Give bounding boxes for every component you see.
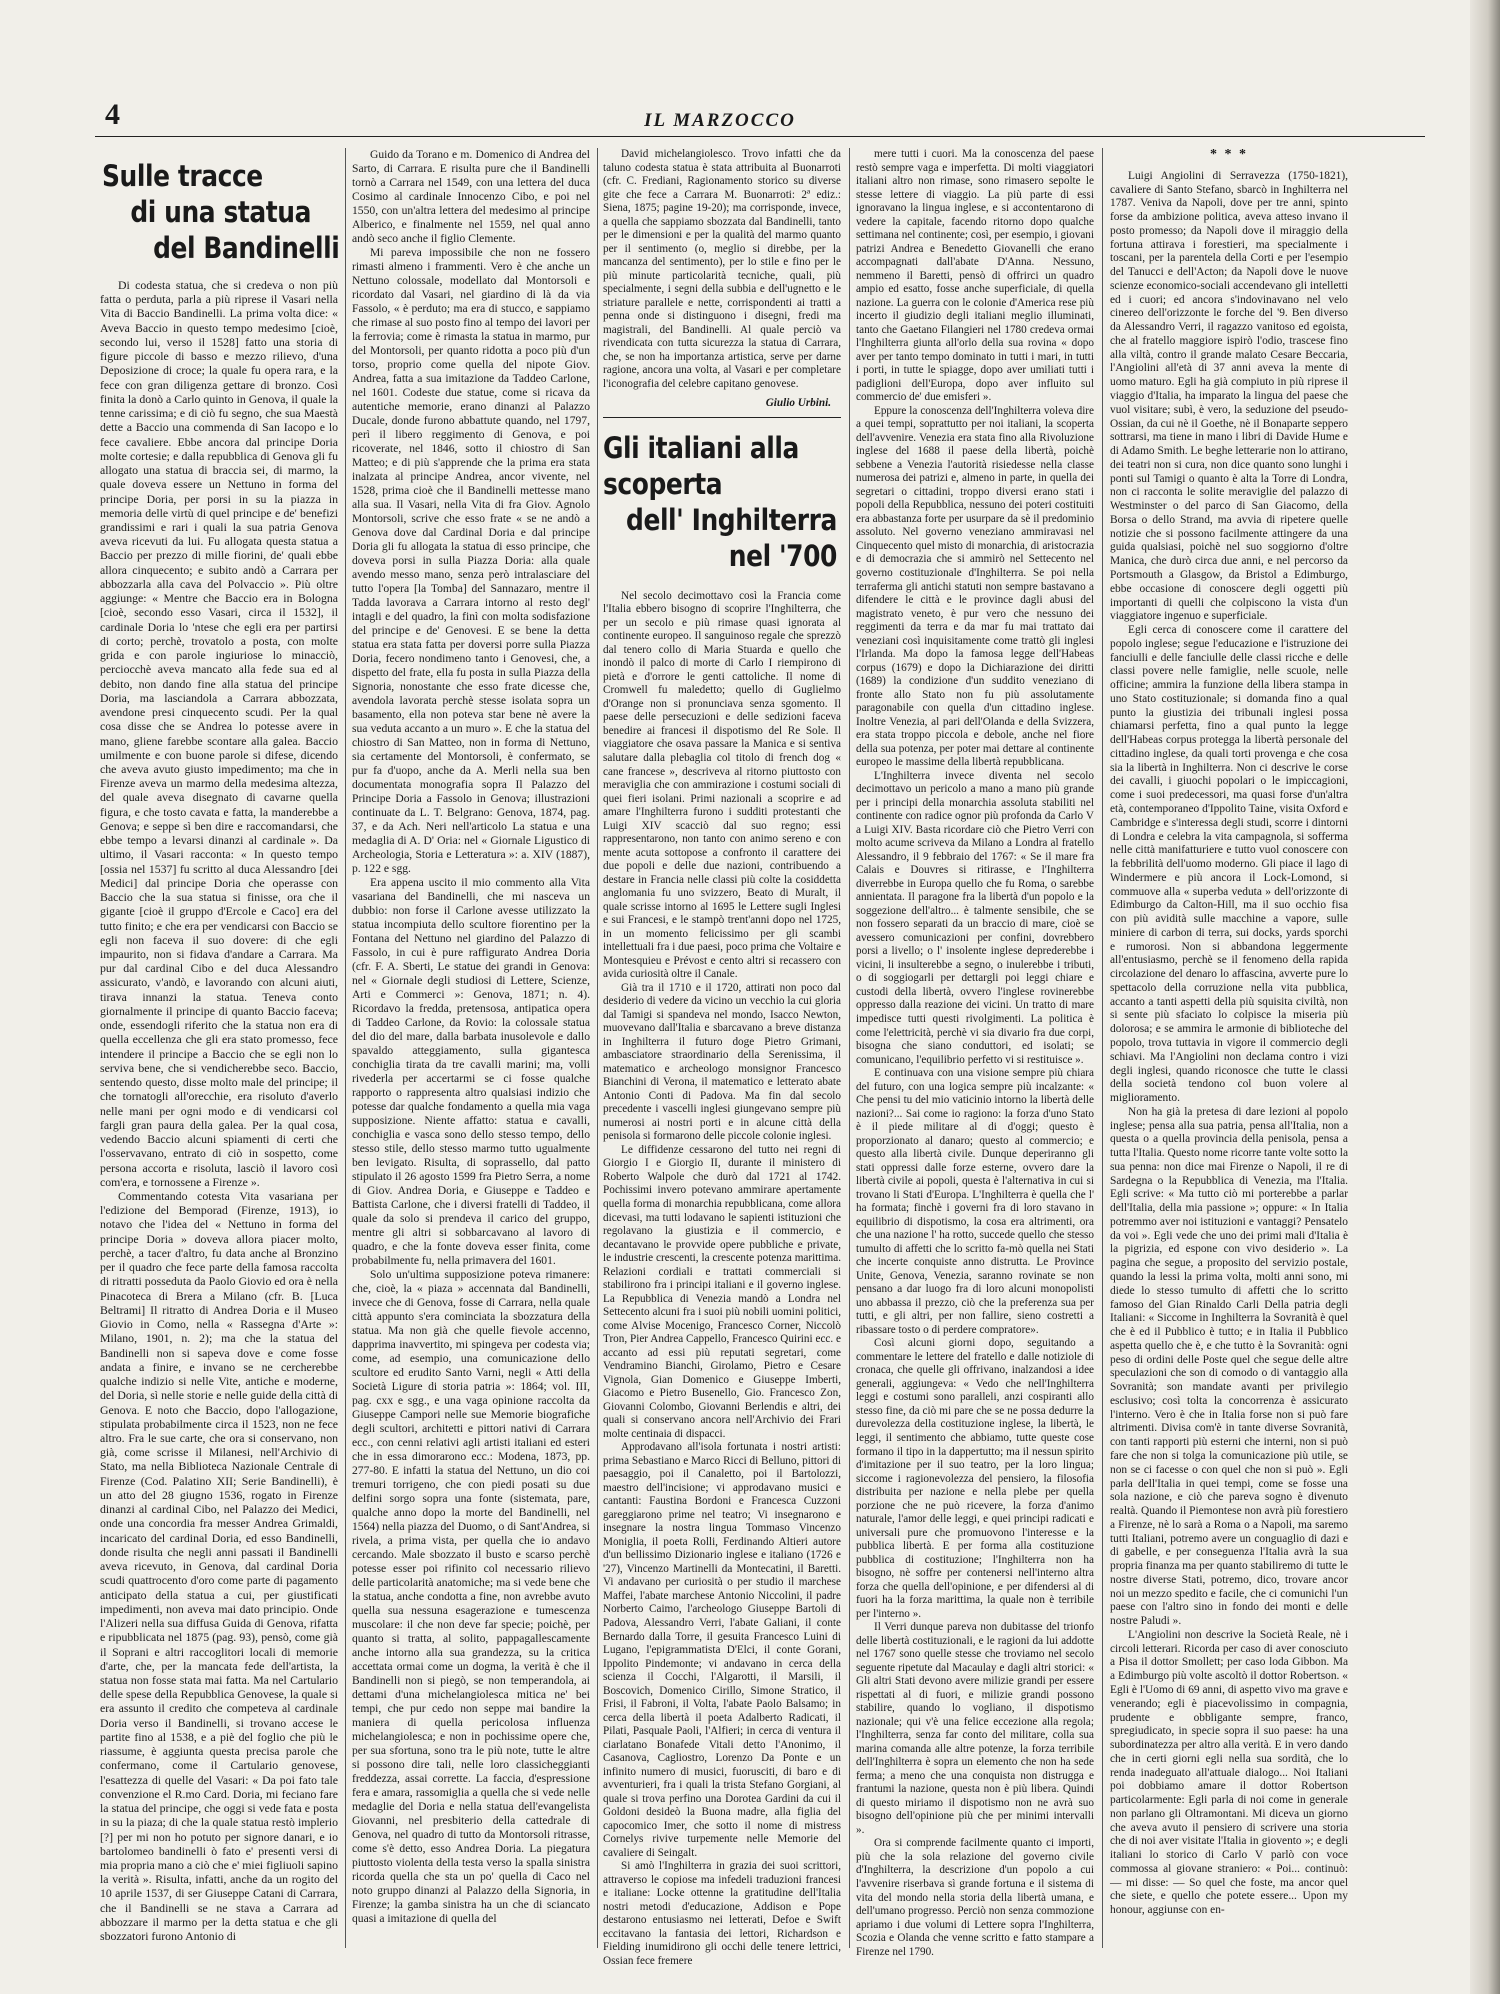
- article2-paragraph: Così alcuni giorni dopo, seguitando a commentare le lettere del fratello e dalle notiziole di cronaca, che quelle gli offrivano, inalzandosi a idee generali, aggiungeva: « Vedo che nell'Inghilterra leggi e costumi sono paralleli, anzi cospiranti allo stesso fine, da ciò mi pare che se ne possa dedurre la durevolezza della costituzione inglese, la libertà, le leggi, il sentimento che abbiamo, tutte queste cose formano il tipo in la dappertutto; ma il nessun spirito d'imitazione per il suo teatro, per la loro lingua; siccome i ragionevolezza del pensiero, la filosofia distribuita per nazione e nella plebe per quella porzione che ne può ricevere, la forza d'animo naturale, l'amor delle leggi, e quei principi radicati e universali pure che promuovono l'interesse e la pubblica libertà. E per forma alla costituzione pubblica di costituzione; l'Inghilterra non ha bisogno, nè soffre per contenersi nell'interno altra forza che quella dell'opinione, e per difendersi al di fuori ha la forza marittima, la quale non è terribile per l'interno ».: [856, 1337, 1094, 1620]
- article2-paragraph: Eppure la conoscenza dell'Inghilterra voleva dire a quei tempi, soprattutto per noi italiani, la scoperta dell'avvenire. Venezia era stata fino alla Rivoluzione inglese del 1688 il paese della libertà, poichè sebbene a Venezia l'autorità risiedesse nella classe numerosa dei patrizi e, almeno in parte, in quella dei segretari o cittadini, troppo diversi erano stati i popoli della Repubblica, nessuno dei poteri costituiti era abbastanza forte per usurpare da sè il predominio assoluto. Nel governo veneziano ammiravasi nel Cinquecento quel misto di monarchia, di aristocrazia e di democrazia che si ammirò nel Settecento nel governo costituzionale d'Inghilterra. Se poi nella terraferma gli antichi statuti non sempre bastavano a difendere le città e le province dagli abusi del magistrato veneto, è pur vero che nessuno dei reggimenti da terra e da mar fu mai trattato dai veneziani così inquisitamente come trattò gli inglesi l'Irlanda. Ma dopo la famosa legge dell'Habeas corpus (1679) e dopo la Dichiarazione dei diritti (1689) la condizione d'un suddito veneziano di fronte allo Stato non fu più assolutamente paragonabile con quella d'un cittadino inglese. Inoltre Venezia, al pari dell'Olanda e della Svizzera, era stata troppo piccola e debole, anche nel fiore della sua potenza, per poter mai dettare al continente europeo le massime della libertà repubblicana.: [856, 404, 1094, 769]
- article1-headline-line1: Sulle tracce: [102, 159, 263, 193]
- column-divider: [345, 148, 346, 1948]
- article2-paragraph: mere tutti i cuori. Ma la conoscenza del paese restò sempre vaga e imperfetta. Di molti viaggiatori italiani altro non rimase, sono rimasero sepolte le stesse lettere di viaggio. La più parte di essi ignoravano la lingua inglese, e si accontentarono di vedere la capitale, facendo ritorno dopo qualche settimana nel continente; così, per esempio, i giovani patrizi Andrea e Benedetto Giovanelli che erano accompagnati dall'abate D'Anna. Nessuno, nemmeno il Baretti, pensò di offrirci un quadro ampio ed esatto, fosse anche superficiale, di quella nazione. La guerra con le colonie d'America rese più incerto il giudizio degli italiani meglio illuminati, tanto che Gaetano Filangieri nel 1780 credeva ormai l'Inghilterra giunta all'orlo della sua rovina « dopo aver per tanto tempo dominato in tutti i mari, in tutti i porti, in tutte le spiagge, dopo aver umiliati tutti i padiglioni dell'Europa, dopo aver influito sul commercio de' due emisferi ».: [856, 148, 1094, 404]
- masthead: IL MARZOCCO: [644, 110, 796, 131]
- column-5: [1110, 148, 1348, 1918]
- article2-headline-line1: Gli italiani alla scoperta: [603, 430, 799, 501]
- article2-paragraph: L'Inghilterra invece diventa nel secolo decimottavo un pericolo a mano a mano più grande per i principi della monarchia assoluta stabiliti nel continente con radice ognor più profonda da Carlo V a Luigi XIV. Basta ricordare ciò che Pietro Verri con molto acume scriveva da Milano a Londra al fratello Alessandro, il 9 febbraio del 1767: « Se il mare fra Calais e Douvres si ritirasse, e l'Inghilterra diverrebbe in Europa quello che fu Roma, o sarebbe annientata. Il paragone fra la libertà d'un popolo e la soggezione dell'altro... è talmente sensibile, che se non fossero separati da un braccio di mare, cioè se avessero comunicazioni per confini, dovrebbero porsi a livello; o l' insolente inglese deprederebbe i vicini, li insulterebbe a segno, o inulerebbe i tributi, o di soggiogarli per dettargli poi leggi chiare e custodi della libertà, ovvero l'inglese rovinerebbe oppresso dalla reazione dei vicini. Un tratto di mare impedisce tutti questi rivolgimenti. La politica è come l'elettricità, perchè vi sia divario fra due corpi, bisogna che siano conduttori, ed isolati; se comunicano, l'equilibrio perfetto vi si restituisce ».: [856, 769, 1094, 1066]
- article2-paragraph: L'Angiolini non descrive la Società Reale, nè i circoli letterari. Ricorda per caso di aver conosciuto a Pisa il dottor Smollett; per caso loda Gibbon. Ma a Edimburgo più volte ascoltò il dottor Robertson. « Egli è l'Uomo di 69 anni, di aspetto vivo ma grave e venerando; egli è piacevolissimo in compagnia, prudente e obbligante sempre, franco, spregiudicato, in specie sopra il suo paese: ha una subordinatezza per altro alla verità. E in vero dando che in certi giorni egli nella sua sordità, che lo renda inadeguato all'attuale dialogo... Noi Italiani poi dobbiamo amare il dottor Robertson particolarmente: Egli parla di noi come in generale non parlano gli Oltramontani. Mi diceva un giorno che aveva avuto il pensiero di scrivere una storia che di noi aver visitate l'Italia in giovento »; e degli italiani lo storico di Carlo V parlò con voce commossa al giovane straniero: « Poi... continuò: — mi disse: — So quel che foste, ma ancor quel che siete, e quello che potete essere... Upon my honour, aggiunse con en-: [1110, 1628, 1348, 1917]
- article2-paragraph: Approdavano all'isola fortunata i nostri artisti: prima Sebastiano e Marco Ricci di Belluno, pittori di paesaggio, poi il Canaletto, poi il Bartolozzi, maestro dell'incisione; vi approdavano musici e cantanti: Faustina Bordoni e Francesca Cuzzoni gareggiarono prime nel teatro; Vi insegnarono e insegnare la nostra lingua Tommaso Vincenzo Moniglia, il poeta Rolli, Ferdinando Altieri autore d'un bellissimo Dizionario inglese e italiano (1726 e '27), Vincenzo Martinelli da Montecatini, il Baretti. Vi andavano per curiosità o per studio il marchese Maffei, l'abate marchese Antonio Niccolini, il padre Norberto Caimo, l'archeologo Giuseppe Bartoli di Padova, Alessandro Verri, l'abate Galiani, il conte Bernardo dalla Torre, il gesuita Francesco Luini di Lugano, l'epigrammatista D'Elci, il conte Gorani, Ippolito Pindemonte; vi andavano in cerca della scienza il Cocchi, l'Algarotti, il Marsili, il Boscovich, Domenico Cirillo, Simone Stratico, il Frisi, il Fabroni, il Volta, l'abate Paolo Balsamo; in cerca della libertà il poeta Adalberto Radicati, il Pilati, Pasquale Paoli, l'Alfieri; in cerca di ventura il ciarlatano Bonafede Vitali detto l'Anonimo, il Casanova, Cagliostro, Lorenzo Da Ponte e un infinito numero di musici, fuorusciti, di baro e di avventurieri, fra i quali la trista Stefano Gorgiani, al quale si trova perfino una Dorotea Gardini da cui il Goldoni desideò la Buona madre, alla figlia del capocomico Imer, che sotto il nome di mistress Cornelys rivive turpemente nelle Memorie del cavaliere di Seingalt.: [603, 1441, 841, 1859]
- article2-paragraph: E continuava con una visione sempre più chiara del futuro, con una logica sempre più incalzante: « Che pensi tu del mio vaticinio intorno la libertà delle nazioni?... Sai come io ragiono: la forza d'uno Stato è il piede militare al di d'oggi; questo è proporzionato al danaro; questo al commercio; e questo alla libertà civile. Dunque deperiranno gli stati oppressi dalle forze esterne, ovvero dare la libertà civile ai popoli, questa è l'alternativa in cui si trovano li Stati d'Europa. L'Inghilterra è quella che l' ha formata; finchè i governi fra di loro stavano in equilibrio di dispotismo, la cosa era altrimenti, ora che una nazione l' ha rotto, succede quello che stesso tumulto di affetti che lo scritto fa-mò quella nei Stati che incerte conquiste anno distrutta. Le Province Unite, Genova, Venezia, saranno rovinate se non pensano a dar luogo fra di loro alcuni monopolisti uno abbassa il prezzo, ciò che la preferenza sua per tutti, e gli altri, per non fallire, sieno costretti a ribassare tosto o di perdere compratore».: [856, 1067, 1094, 1336]
- article1-paragraph: Era appena uscito il mio commento alla Vita vasariana del Bandinelli, che mi nasceva un dubbio: non forse il Carlone avesse utilizzato la statua incompiuta dello scultore fiorentino per la Fontana del Nettuno nel giardino del Palazzo di Fassolo, in cui è pure raffigurato Andrea Doria (cfr. F. A. Sberti, Le statue dei grandi in Genova: nel « Giornale degli studiosi di Lettere, Scienze, Arti e Commerci »: Genova, 1871; n. 4). Ricordavo la fredda, pretensosa, antipatica opera di Taddeo Carlone, da Rovio: la colossale statua del dio del mare, dalla barbata inusolevole e dallo spavaldo atteggiamento, sulla gigantesca conchiglia tirata da tre cavalli marini; ma, volli rivederla per accertarmi se ci fosse qualche rapporto o rappresenta altro qualsiasi indizio che potesse dar qualche fondamento a quella mia vaga supposizione. Niente affatto: statua e cavalli, conchiglia e vasca sono dello stesso tempo, dello stesso stile, dello stesso marmo tutto ugualmente ben levigato. Risulta, di soprassello, dal patto stipulato il 26 agosto 1599 fra Pietro Serra, a nome di Giov. Andrea Doria, e Giuseppe e Taddeo e Battista Carlone, che i diversi fratelli di Taddeo, il quale da solo si prendeva il carico del gruppo, mentre gli altri si sobbarcavano al lavoro di quadro, e che la fonte doveva esser finita, come probabilmente fu, nella primavera del 1601.: [352, 876, 590, 1267]
- column-1: [100, 158, 338, 1943]
- top-rule: [95, 136, 1425, 137]
- page-number: 4: [105, 98, 120, 131]
- article2-headline-line2: dell' Inghilterra nel '700: [626, 502, 837, 573]
- page-edge: [1470, 0, 1500, 1994]
- column-3: [603, 148, 841, 1968]
- article2-paragraph: Luigi Angiolini di Serravezza (1750-1821), cavaliere di Santo Stefano, sbarcò in Inghilterra nel 1787. Veniva da Napoli, dove per tre anni, spinto forse da ambizione politica, aveva atteso invano il posto promesso; da Napoli dove il miraggio della fortuna attirava i forestieri, ma specialmente i toscani, per la parentela della Corti e per l'esempio del Tanucci e dell'Acton; da Napoli dove le nuove scienze economico-sociali accendevano gli intelletti ed i cuori; ed ancora s'indovinavano nel velo cinereo dell'orizzonte le forche del '9. Ben diverso da Alessandro Verri, il ragazzo vanitoso ed egoista, che al fratello maggiore ispirò l'odio, trascese fino alla viltà, contro il grande malato Cesare Beccaria, l'Angiolini all'età di 37 anni aveva la mente di uomo maturo. Egli ha già compiuto in più riprese il viaggio d'Italia, ha imparato la lingua del paese che vuol visitare; subì, è vero, la seduzione del pseudo-Ossian, da cui nè il Goethe, nè il Bonaparte seppero sottrarsi, ma tiene in mano i libri di Davide Hume e di Adamo Smith. Le beghe letterarie non lo attirano, dei teatri non si cura, non dice quanto sono lunghi i ponti sul Tamigi o quanto è alta la Torre di Londra, non ci racconta le solite meraviglie del palazzo di Westminster o del parco di San Giacomo, della Borsa o dello Strand, ma avvia di ripetere quelle notizie che si possono facilmente attingere da una guida qualsiasi, poichè nel suo soggiorno d'oltre Manica, che durò circa due anni, e nel percorso da Portsmouth a Glasgow, da Bristol a Edimburgo, ebbe occasione di conoscere degli oggetti più importanti di quelli che colpiscono la vista d'un viaggiatore ingenuo e superficiale.: [1110, 169, 1348, 623]
- column-divider: [597, 148, 598, 1948]
- column-divider: [1102, 148, 1103, 1948]
- article1-headline-line2: di una statua: [130, 195, 311, 229]
- article2-paragraph: Il Verri dunque pareva non dubitasse del trionfo delle libertà costituzionali, e le ragioni da lui addotte nel 1767 sono quelle stesse che troviamo nel secolo seguente ripetute dal Macaulay e dagli altri storici: « Gli altri Stati devono avere milizie grandi per essere rispettati al di fuori, e milizie grandi possono stabilire, quando lo vogliano, il dispotismo nazionale; qui v'è una felice eccezione alla regola; l'Inghilterra, senza far conto del militare, colla sua marina comanda alle altre potenze, la forza terribile dell'Inghilterra è sopra un elemento che non ha sede ferma; a meno che una conquista non distrugga e frantumi la nazione, questa non è più libera. Quindi di questo miriamo il dispotismo non ne avrà suo bisogno dell'opinione più che per minimi intervalli ».: [856, 1621, 1094, 1836]
- section-stars: * * *: [1210, 147, 1248, 162]
- column-2: [352, 148, 590, 1926]
- article2-paragraph: Già tra il 1710 e il 1720, attirati non poco dal desiderio di vedere da vicino un vecchio la cui gloria dal Tamigi si spandeva nel mondo, Isacco Newton, muovevano dall'Italia e sbarcavano a breve distanza in Inghilterra il futuro doge Pietro Grimani, ambasciatore straordinario della Serenissima, il matematico e archeologo monsignor Francesco Bianchini di Verona, il matematico e letterato abate Antonio Conti di Padova. Ma fin dal secolo precedente i vascelli inglesi giungevano sempre più numerosi ai nostri porti e in alcune città della penisola si formarono delle piccole colonie inglesi.: [603, 981, 841, 1143]
- column-divider: [849, 148, 850, 1948]
- article2-paragraph: Ora si comprende facilmente quanto ci importi, più che la sola relazione del governo civile d'Inghilterra, la descrizione d'un popolo a cui l'avvenire riserbava sì grande fortuna e il sistema di vita del mondo nella storia della libertà umana, e dell'umano progresso. Perciò non senza commozione apriamo i due volumi di Lettere sopra l'Inghilterra, Scozia e Olanda che venne scritto e fatto stampare a Firenze nel 1790.: [856, 1837, 1094, 1958]
- article1-paragraph: Mi pareva impossibile che non ne fossero rimasti almeno i frammenti. Vero è che anche un Nettuno colossale, modellato dal Montorsoli e ricordato dal Vasari, nel giardino di là da via Fassolo, « è perduto; ma era di stucco, e sappiamo che rimase al suo posto fino al tempo dei lavori per la ferrovia; come è rimasta la statua in marmo, pur del Montorsoli, per quanto ridotta a poco più d'un torso, proprio come quella del nipote Giov. Andrea, fatta a sua imitazione da Taddeo Carlone, nel 1601. Codeste due statue, come si ricava da autentiche memorie, erano dinanzi al Palazzo Ducale, donde furono abbattute quando, nel 1797, perì il libero reggimento di Genova, e poi ricoverate, nel 1846, sotto il chiostro di San Matteo; e di più s'apprende che la prima era stata inalzata al principe Andrea, ancor vivente, nel 1528, prima cioè che il Bandinelli mettesse mano alla sua. Il Vasari, nella Vita di fra Giov. Agnolo Montorsoli, scrive che esso frate « se ne andò a Genova dove dal Cardinal Doria e dal principe Doria gli fu allogata la statua di esso principe, che doveva porsi in sulla Piazza Doria: alla quale avendo messo mano, senza però intralasciare del tutto l'opera [la Tomba] del Sannazaro, mentre il Tadda lavorava a Carrara intorno al resto degl' intagli e del quadro, la finì con molta sodisfazione del principe e de' Genovesi. E se bene la detta statua era stata fatta per doversi porre sulla Piazza Doria, fecero nondimeno tanto i Genovesi, che, a dispetto del frate, ella fu posta in sulla Piazza della Signoria, nonostante che esso frate dicesse che, avendola lavorata perchè stesse isolata sopra un basamento, ella non poteva star bene nè avere la sua veduta accanto a un muro ». E che la statua del chiostro di San Matteo, non in forma di Nettuno, sia certamente del Montorsoli, è confermato, se pur fa d'uopo, anche da A. Merli nella sua ben documentata monografia sopra Il Palazzo del Principe Doria a Fassolo in Genova; illustrazioni continuate da L. T. Belgrano: Genova, 1874, pag. 37, e da Ach. Neri nell'articolo La statua e una medaglia di A. D' Oria: nel « Giornale Ligustico di Archeologia, Storia e Letteratura »: a. XIV (1887), p. 122 e sgg.: [352, 246, 590, 875]
- article1-paragraph: Di codesta statua, che si credeva o non più fatta o perduta, parla a più riprese il Vasari nella Vita di Baccio Bandinelli. La prima volta dice: « Aveva Baccio in questo tempo medesimo [cioè, secondo lui, verso il 1528] fatto una storia di figure piccole di basso e mezzo rilievo, d'una Deposizione di croce; la quale fu opera rara, e la fece con gran diligenza gettare di bronzo. Così finita la donò a Carlo quinto in Genova, il quale la tenne carissima; e di ciò fu segno, che sua Maestà dette a Baccio una commenda di San Iacopo e lo fece cavaliere. Ebbe ancora dal principe Doria molte cortesie; e dalla repubblica di Genova gli fu allogato una statua di braccia sei, di marmo, la quale doveva essere un Nettuno in forma del principe Doria, per porsi in su la piazza in memoria delle virtù di quel principe e de' benefizi grandissimi e rari i quali la sua patria Genova aveva ricevuti da lui. Fu allogata questa statua a Baccio per prezzo di mille fiorini, de' quali ebbe allora cinquecento; e subito andò a Carrara per abbozzarla alla cava del Polvaccio ». Più oltre aggiunge: « Mentre che Baccio era in Bologna [cioè, secondo esso Vasari, circa il 1532], il cardinale Doria lo 'ntese che egli era per partirsi di corto; perchè, trovatolo a posta, con molte grida e con parole ingiuriose lo minacciò, perciocchè aveva mancato alla fede sua ed al debito, non dando fine alla statua del principe Doria, ma lasciandola a Carrara abbozzata, avendone presi cinquecento scudi. Per la qual cosa disse che se Andrea lo potesse avere in mano, gliene farebbe scontare alla galea. Baccio umilmente e con buone parole si difese, dicendo che aveva avuto giusto impedimento; ma che in Firenze aveva un marmo della medesima altezza, del quale aveva disegnato di cavarne quella figura, e che tosto cavata e fatta, la manderebbe a Genova; e seppe sì ben dire e raccomandarsi, che ebbe tempo a levarsi dinanzi al cardinale ». Da ultimo, il Vasari racconta: « In questo tempo [ossia nel 1537] fu scritto al duca Alessandro [dei Medici] dal principe Doria che operasse con Baccio che la sua statua si finisse, ora che il gigante [cioè il gruppo d'Ercole e Caco] era del tutto finito; e che era per vendicarsi con Baccio se egli non faceva il suo dovere: di che egli impaurito, non si fidava d'andare a Carrara. Ma pur dal cardinal Cibo e del duca Alessandro assicurato, v'andò, e lavorando con alcuni aiuti, tirava innanzi la statua. Teneva conto giornalmente il principe di quanto Baccio faceva; onde, essendogli riferito che la statua non era di quella eccellenza che gli era stato promesso, fece intendere il principe a Baccio che se egli non lo serviva bene, che si vendicherebbe seco. Baccio, sentendo questo, disse molto male del principe; il che tornatogli all'orecchie, era risoluto d'averlo nelle mani per ogni modo e di vendicarsi col fargli gran paura della galea. Per la qual cosa, vedendo Baccio alcuni spiamenti di certi che l'osservavano, entrato di ciò in sospetto, come persona accorta e risoluta, lasciò il lavoro così com'era, e tornossene a Firenze ».: [100, 278, 338, 1189]
- article2-paragraph: Si amò l'Inghilterra in grazia dei suoi scrittori, attraverso le copiose ma infedeli traduzioni francesi e italiane: Locke ottenne la gratitudine dell'Italia nostri metodi d'educazione, Addison e Pope destarono entusiasmo nei letterati, Defoe e Swift eccitavano la fantasia dei lettori, Richardson e Fielding inumidirono gli occhi delle tenere lettrici, Ossian fece fremere: [603, 1860, 841, 1967]
- article1-paragraph: Guido da Torano e m. Domenico di Andrea del Sarto, di Carrara. E risulta pure che il Bandinelli tornò a Carrara nel 1549, con una lettera del duca Cosimo al cardinale Innocenzo Cibo, e poi nel 1550, con un'altra lettera del medesimo al principe Alberico, e finalmente nel 1559, nel qual anno andò seco anche il figlio Clemente.: [352, 148, 590, 245]
- article1-paragraph: Commentando cotesta Vita vasariana per l'edizione del Bemporad (Firenze, 1913), io notavo che l'idea del « Nettuno in forma del principe Doria » doveva allora piacer molto, perchè, a tacer d'altro, fu data anche al Bronzino per il quadro che fece parte della famosa raccolta di ritratti posseduta da Paolo Giovio ed ora è nella Pinacoteca di Brera a Milano (cfr. B. [Luca Beltrami] Il ritratto di Andrea Doria e il Museo Giovio in Como, nella « Rassegna d'Arte »: Milano, 1901, n. 2); ma che la statua del Bandinelli non si sapeva dove e come fosse andata a finire, e invano se ne cercherebbe qualche indizio si nelle Vite, antiche e moderne, del Doria, sì nelle storie e nelle guide della città di Genova. E noto che Baccio, dopo l'allogazione, stipulata probabilmente circa il 1523, non ne fece altro. Fra le sue carte, che ora si conservano, non già, come scrisse il Milanesi, nell'Archivio di Stato, ma nella Biblioteca Nazionale Centrale di Firenze (Cod. Palatino XII; Serie Bandinelli), è un atto del 28 giugno 1536, rogato in Firenze dinanzi al cardinal Cibo, nel Palazzo dei Medici, onde una concordia fra messer Andrea Grimaldi, incaricato del cardinal Doria, ed esso Bandinelli, donde risulta che negli anni passati il Bandinelli aveva ricevuto, in Genova, dal cardinal Doria scudi quattrocento d'oro come parte di pagamento anticipato della statua a cui, per giustificati impedimenti, non aveva mai dato principio. Onde l'Alizeri nella sua diffusa Guida di Genova, rifatta e ripubblicata nel 1875 (pag. 93), pensò, come già il Soprani e altri raccoglitori locali di memorie d'arte, che, per la mancata fede dell'artista, la statua non fosse stata mai fatta. Ma nel Cartulario delle spese della Repubblica Genovese, la quale si era assunto il credito che competeva al cardinale Doria verso il Bandinelli, si trovano accese le partite fino al 1538, e a piè del foglio che più le riassume, è aggiunta questa precisa parole che confermano, come il Cartulario genovese, l'esattezza di quelle del Vasari: « Da poi fato tale convenzione el R.mo Card. Doria, mi feciano fare la statua del principe, che oggi si vede fata e posta in su la piaza; di che la quale statua restò implerio [?] per mi non ho potuto per signore danari, e io bartolomeo bandinelli ò fato e' presenti versi di mia propria mano a ciò che e' miei figliuoli sapino la verità ». Risulta, infatti, anche da un rogito del 10 aprile 1537, di ser Giuseppe Catani di Carrara, che il Bandinelli se ne stava a Carrara ad abbozzare il marmo per la detta statua e che gli sbozzatori furono Antonio di: [100, 1189, 338, 1944]
- article2-headline: [603, 430, 837, 574]
- article1-headline: [102, 158, 339, 266]
- article1-headline-line3: del Bandinelli: [153, 231, 340, 265]
- article1-paragraph: David michelangiolesco. Trovo infatti che da taluno codesta statua è stata attribuita al Buonarroti (cfr. C. Frediani, Ragionamento storico su diverse gite che fece a Carrara M. Buonarroti: 2ª ediz.: Siena, 1875; pagine 19-20); ma corrisponde, invece, a quella che sappiamo sbozzata dal Bandinelli, tanto per le dimensioni e per la qualità del marmo quanto per il sentimento (o, meglio si direbbe, per la mancanza del sentimento), per lo stile e fino per le più minute particolarità tecniche, quali, più specialmente, i segni della subbia e dell'ugnetto e le striature parallele e nette, corrispondenti ai tratti a penna onde si distinguono i disegni, fredi ma magistrali, del Bandinelli. Al quale perciò va rivendicata con tutta sicurezza la statua di Carrara, che, se non ha importanza artistica, serve per darne ragione, ancora una volta, al Vasari e per completare l'iconografia del celebre capitano genovese.: [603, 148, 841, 390]
- article2-paragraph: Non ha già la pretesa di dare lezioni al popolo inglese; pensa alla sua patria, pensa all'Italia, non a questa o a quella provincia della penisola, pensa a tutta l'Italia. Questo nome ricorre tante volte sotto la sua penna: non dice mai Firenze o Napoli, il re di Sardegna o la Repubblica di Venezia, ma l'Italia. Egli scrive: « Ma tutto ciò mi porterebbe a parlar dell'Italia, della mia passione »; oppure: « In Italia potremmo aver noi istituzioni e vantaggi? Pensatelo da voi ». Egli vede che uno dei primi mali d'Italia è la pigrizia, ed espone con vivo desiderio ». La pagina che segue, a proposito del servizio postale, quando la lessi la prima volta, molti anni sono, mi diede lo stesso tumulto di affetti che lo scritto famoso del Gian Rinaldo Carli Della patria degli Italiani: « Siccome in Inghilterra la Sovranità è quel che è ed il Pubblico è tutto; e in Italia il Pubblico aspetta quello che è, e che tutto è la Sovranità: ogni peso di ordini delle Poste quel che segue delle altre speculazioni che son di comodo o di vantaggio alla Sovranità; son mandate avanti per privilegio esclusivo; così tolta la concorrenza è assicurato l'interno. Vero è che in Italia forse non si può fare altrimenti. Divisa com'è in tante diverse Sovranità, con tanti rapporti più esterni che interni, non si può fare che non si tolga la comunicazione più utile, se non se ci facesse o con quel che non si può ». Egli parla dell'Italia in quei tempi, come se fosse una sola nazione, e ciò che pareva sogno è divenuto realtà. Quando il Piemontese non avrà più forestiero a Firenze, nè lo sarà a Roma o a Napoli, ma saremo tutti Italiani, potremo avere un conguaglio di dazi e di gabelle, e per conseguenza l'Italia avrà la sua propria finanza ma per quanto stabiliremo di tutte le nostre diverse Stati, potremo, dico, trovare ancor noi un mezzo spedito e facile, che ci comunichi l'un paese con l'altro sino in fondo dei monti e delle nostre Paludi ».: [1110, 1105, 1348, 1628]
- article1-signature: Giulio Urbini.: [765, 397, 831, 410]
- article2-paragraph: Nel secolo decimottavo così la Francia come l'Italia ebbero bisogno di scoprire l'Inghilterra, che per un secolo e più rimase quasi ignorata al continente europeo. Il sanguinoso regale che sprezzò dal tenero collo di Maria Stuarda e quello che inondò il palco di morte di Carlo I riempirono di pietà e d'orrore le genti cattoliche. Il nome di Cromwell fu maledetto; quello di Guglielmo d'Orange non si pronunciava senza sgomento. Il paese delle persecuzioni e delle sedizioni faceva benedire ai francesi il dispotismo del Re Sole. Il viaggiatore che osava passare la Manica e si sentiva salutare dalla plebaglia col titolo di french dog « cane francese », descriveva al ritorno piuttosto con meraviglia che con ammirazione i costumi sociali di quei fieri isolani. Primi nazionali a scoprire e ad amare l'Inghilterra furono i sudditi protestanti che Luigi XIV scacciò dal suo regno; essi rappresentarono, non tanto con animo sereno e con mente acuta sottopose a confronto il carattere dei due popoli e delle due nazioni, contribuendo a destare in Francia nelle classi più colte la cosiddetta anglomania fu uno svizzero, Beato di Muralt, il quale scrisse intorno al 1695 le Lettere sugli Inglesi e sui Francesi, e le stampò trent'anni dopo nel 1725, in un momento felicissimo per gli scambi intellettuali fra i due paesi, poco prima che Voltaire e Montesquieu e Prévost e cento altri si recassero con avida curiosità oltre il Canale.: [603, 589, 841, 981]
- article-separator: [603, 417, 841, 418]
- article2-paragraph: Egli cerca di conoscere come il carattere del popolo inglese; segue l'educazione e l'istruzione dei fanciulli e delle fanciulle delle classi ricche e delle classi povere nelle famiglie, nelle scuole, nelle officine; ammira la funzione della libera stampa in uno Stato costituzionale; si domanda fino a qual punto la giustizia dei tribunali inglesi possa chiamarsi perfetta, fino a qual punto la legge dell'Habeas corpus protegga la libertà personale del cittadino inglese, da quali torti provenga e che cosa sia la libertà in Inghilterra. Non ci descrive le corse dei cavalli, i giuochi popolari o le impiccagioni, come i suoi predecessori, ma quasi forse d'un'altra età, contemporaneo d'Ippolito Taine, visita Oxford e Cambridge e s'interessa degli studi, scorre i dintorni di Londra e celebra la vita campagnola, si sofferma nelle città manifatturiere e tutto vuol conoscere con la febbrilità dell'uomo moderno. Gli piace il lago di Windermere e più ancora il Lock-Lomond, si commuove alla « superba veduta » dell'orizzonte di Edimburgo da Calton-Hill, ma il suo occhio fisa con più avidità sulle macchine a vapore, sulle miniere di carbon di terra, sui docks, yards sporchi e rumorosi. Non si abbandona leggermente all'entusiasmo, perchè se il fenomeno della rapida circolazione del denaro lo affascina, avverte pure lo spettacolo della corruzione nella vita pubblica, accanto a tanti aspetti della più squisita civiltà, non si sente più sfaciato lo colpisce la miseria più dolorosa; e se ammira le armonie di biblioteche del popolo, trova tuttavia in vigore il commercio degli schiavi. Ma l'Angiolini non declama contro i vizi degli inglesi, quando riconosce che tutte le classi della società tendono col buon volere al miglioramento.: [1110, 624, 1348, 1105]
- column-4: [856, 148, 1094, 1959]
- article2-paragraph: Le diffidenze cessarono del tutto nei regni di Giorgio I e Giorgio II, durante il ministero di Roberto Walpole che durò dal 1721 al 1742. Pochissimi invero potevano ammirare apertamente quella forma di monarchia repubblicana, come allora dicevasi, ma tutti lodavano le sapienti istituzioni che regolavano la giustizia e il commercio, e decantavano le provvide opere pubbliche e private, le industrie crescenti, la crescente potenza marittima. Relazioni cordiali e trattati commerciali si stabilirono fra i principi italiani e il governo inglese. La Repubblica di Venezia mandò a Londra nel Settecento alcuni fra i suoi più nobili uomini politici, come Alvise Mocenigo, Francesco Corner, Niccolò Tron, Pier Andrea Cappello, Francesco Quirini ecc. e accanto ad essi più reputati segretari, come Vendramino Bianchi, Girolamo, Pietro e Cesare Vignola, Gian Domenico e Giuseppe Imberti, Giacomo e Pietro Busenello, Gio. Francesco Zon, Giovanni Colombo, Giovanni Berlendis e altri, dei quali si conservano ancora nell'Archivio dei Frari molte centinaia di dispacci.: [603, 1143, 841, 1440]
- article1-paragraph: Solo un'ultima supposizione poteva rimanere: che, cioè, la « piaza » accennata dal Bandinelli, invece che di Genova, fosse di Carrara, nella quale città appunto s'era cominciata la sbozzatura della statua. Ma non già che quelle fievole accenno, dapprima inavvertito, mi spingeva per codesta via; come, ad esempio, una comunicazione dello scultore ed erudito Santo Varni, negli « Atti della Società Ligure di storia patria »: 1864; vol. III, pag. cxx e sgg., e una vaga opinione raccolta da Giuseppe Campori nelle sue Memorie biografiche degli scultori, architetti e pittori nativi di Carrara ecc., con cenni relativi agli artisti italiani ed esteri che in essa dimorarono ecc.: Modena, 1873, pp. 277-80. E infatti la statua del Nettuno, un dio coi tremuri torrigeno, che con piedi posati su due delfini sorgo sopra una fonte (sistemata, pare, qualche anno dopo la morte del Bandinelli, nel 1564) nella piazza del Duomo, o di Sant'Andrea, si rivela, a prima vista, per quella che io andavo cercando. Male sbozzato il busto e scarso perchè potesse esser poi rifinito col necessario rilievo delle particolarità anatomiche; ma si vede bene che la statua, anche condotta a fine, non avrebbe avuto quella sua nessuna esagerazione e tumescenza muscolare: il che non deve far specie; poichè, per quanto si tratta, al solito, pappagallescamente anche intorno alla sua grandezza, su la critica accettata ormai come un dogma, la verità è che il Bandinelli non si piegò, se non temperandola, ai dettami d'una michelangiolesca mitica ne' bei tempi, che pur cedo non seppe mai bandire la maniera di quella pericolosa influenza michelangiolesca; e non in pochissime opere che, per sua sfortuna, sono tra le più note, tutte le altre si possono dire tali, nelle loro classicheggianti freddezza, assai corrette. La faccia, d'espressione fera e amara, rassomiglia a quella che si vede nelle medaglie del Doria e nella statua dell'evangelista Giovanni, nel presbiterio della cattedrale di Genova, nel quadro di tutto da Montorsoli ritrasse, come s'è detto, esso Andrea Doria. La piegatura piuttosto violenta della testa verso la spalla sinistra ricorda quella che sta un po' quella di Caco nel noto gruppo dinanzi al Palazzo della Signoria, in Firenze; la gamba sinistra ha un che di sciancato quasi a imitazione di quella del: [352, 1268, 590, 1925]
